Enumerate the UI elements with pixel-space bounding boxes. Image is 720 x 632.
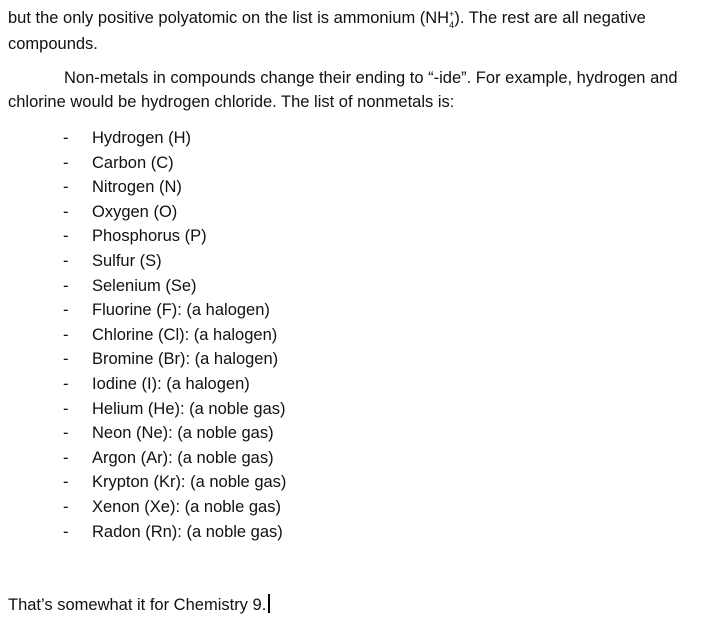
paragraph-ammonium[interactable]: [8, 6, 714, 56]
list-item-text: Nitrogen (N): [92, 178, 182, 197]
list-item-text: Xenon (Xe): (a noble gas): [92, 497, 281, 516]
list-item-text: Selenium (Se): [92, 276, 197, 295]
list-item-text: Chlorine (Cl): (a halogen): [92, 325, 278, 344]
dash-bullet-icon: -: [63, 448, 69, 467]
dash-bullet-icon: -: [63, 178, 69, 197]
list-item-text: Carbon (C): [92, 153, 174, 172]
dash-bullet-icon: -: [63, 325, 69, 344]
dash-bullet-icon: -: [63, 424, 69, 443]
list-item-text: Neon (Ne): (a noble gas): [92, 424, 274, 443]
list-item-text: Bromine (Br): (a halogen): [92, 350, 279, 369]
list-item-text: Hydrogen (H): [92, 129, 192, 147]
superscript: +: [449, 9, 455, 19]
dash-bullet-icon: -: [63, 374, 69, 393]
dash-bullet-icon: -: [63, 497, 69, 516]
list-item-text: Argon (Ar): (a noble gas): [92, 448, 274, 467]
dash-bullet-icon: -: [63, 473, 69, 492]
text-cursor: [268, 594, 270, 613]
list-item-text: Radon (Rn): (a noble gas): [92, 522, 283, 541]
list-item-text: Helium (He): (a noble gas): [92, 399, 286, 418]
subscript: 4: [449, 20, 455, 30]
dash-bullet-icon: -: [63, 276, 69, 295]
paragraph-text: Non-metals in compounds change their ending to “-ide”. For example, hydrogen and chlorine would be hydrogen chloride. The list of nonmetals is:: [8, 69, 678, 111]
dash-bullet-icon: -: [63, 350, 69, 369]
paragraph-text-after: ). The rest are all negative compounds.: [8, 9, 646, 53]
dash-bullet-icon: -: [63, 399, 69, 418]
list-item-text: Oxygen (O): [92, 202, 178, 221]
list-item-text: Phosphorus (P): [92, 227, 207, 246]
dash-bullet-icon: -: [63, 153, 69, 172]
list-item-text: Fluorine (F): (a halogen): [92, 301, 270, 320]
dash-bullet-icon: -: [63, 251, 69, 270]
dash-bullet-icon: -: [63, 301, 69, 320]
dash-bullet-icon: -: [63, 227, 69, 246]
list-item-text: Sulfur (S): [92, 251, 162, 270]
closing-paragraph[interactable]: [8, 593, 270, 617]
closing-text: That’s somewhat it for Chemistry 9.: [8, 596, 267, 614]
dash-bullet-icon: -: [63, 129, 69, 147]
list-item-text: Krypton (Kr): (a noble gas): [92, 473, 287, 492]
dash-bullet-icon: -: [63, 522, 69, 541]
paragraph-nonmetals-intro[interactable]: [8, 66, 714, 114]
dash-bullet-icon: -: [63, 202, 69, 221]
paragraph-text-before: but the only positive polyatomic on the list is ammonium (NH: [8, 9, 450, 27]
list-item-text: Iodine (I): (a halogen): [92, 374, 250, 393]
